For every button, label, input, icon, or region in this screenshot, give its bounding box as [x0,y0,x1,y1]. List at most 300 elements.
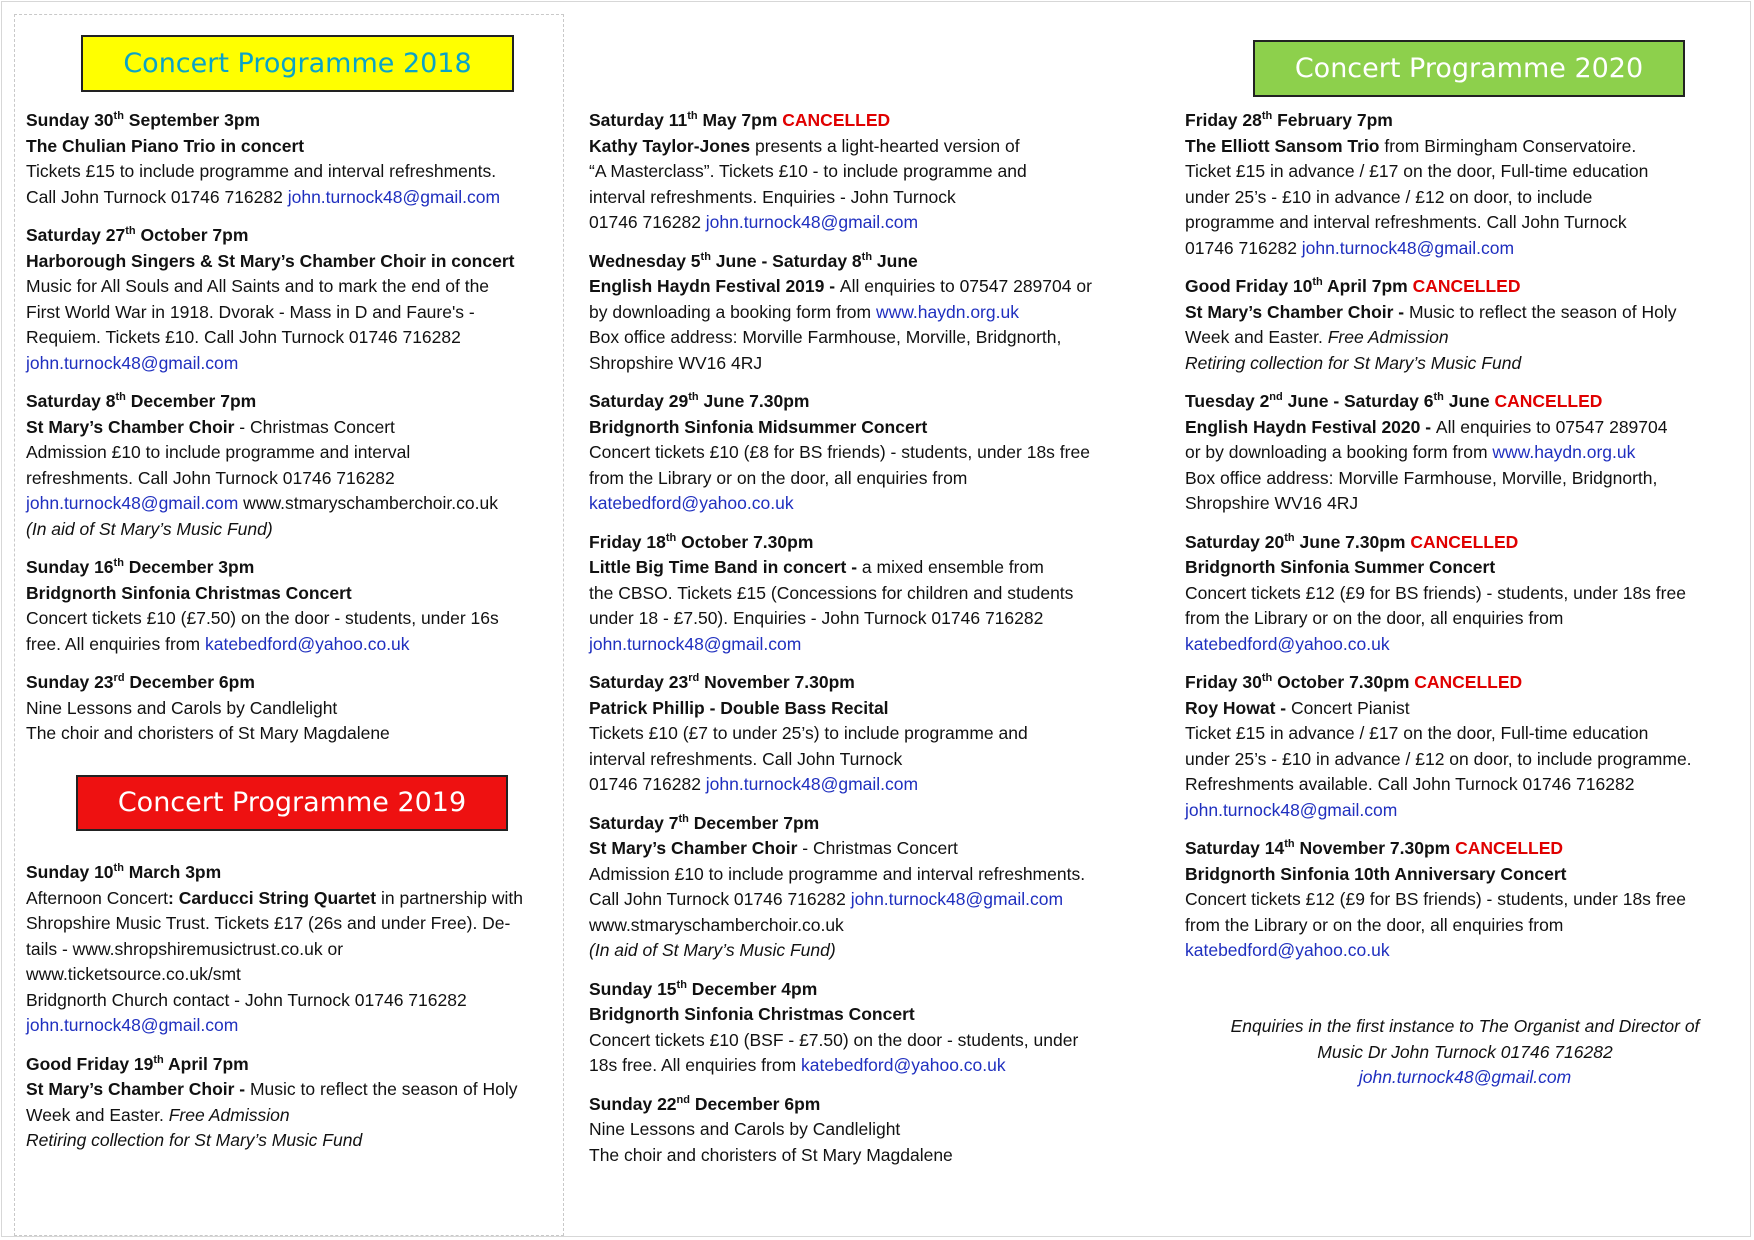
text-segment: Bridgnorth Sinfonia 10th Anniversary Concert [1185,863,1567,884]
cancelled-label: CANCELLED [1455,838,1564,858]
column-2019-left [26,860,566,1167]
event-text-line [1185,721,1745,747]
event-text-line [26,988,566,1014]
event-entry [26,555,566,657]
event-entry [1185,836,1745,964]
event-text-line [1185,862,1745,888]
event-text-line [26,185,566,211]
event-text-line [1185,185,1745,211]
event-entry [26,860,566,1039]
email-link[interactable]: www.haydn.org.uk [875,301,1019,322]
email-link[interactable]: john.turnock48@gmail.com [850,889,1064,909]
cancelled-label: CANCELLED [1494,391,1603,411]
event-text-line [1185,134,1745,160]
text-segment: Week and Easter. [26,1104,169,1125]
text-segment: The Elliott Sansom Trio [1185,135,1380,156]
event-text-line [1185,913,1745,939]
text-segment: Saturday 7 [589,812,679,833]
email-link[interactable]: john.turnock48@gmail.com [26,352,239,373]
event-date [1185,836,1745,862]
email-link[interactable]: john.turnock48@gmail.com [705,774,919,794]
event-text-line [1185,938,1745,964]
text-segment: September 3pm [123,110,261,130]
event-text-line [589,440,1149,466]
event-text-line [26,466,566,492]
event-text-line [589,210,1149,236]
event-text-line [1185,887,1745,913]
event-text-line [589,274,1149,300]
email-link[interactable]: katebedford@yahoo.co.uk [1185,633,1390,654]
text-segment: Sunday 10 [26,862,114,882]
text-segment: Nine Lessons and Carols by Candlelight [589,1119,901,1139]
text-segment: 01746 716282 [589,774,706,794]
text-segment: All enquiries to 07547 289704 or [839,276,1092,296]
text-segment: from the Library or on the door, all enquiries from [1185,914,1564,935]
email-link[interactable]: john.turnock48@gmail.com [26,1015,239,1035]
text-segment: June - Saturday 8 [710,250,862,271]
text-segment: December 4pm [686,978,818,999]
text-segment: - Christmas Concert [234,416,395,437]
event-text-line [589,581,1149,607]
text-segment: interval refreshments. Enquiries - John Turnock [589,186,956,207]
event-text-line [589,415,1149,441]
text-segment: nd [1269,391,1283,404]
event-text-line [26,274,566,300]
event-text-line [1185,159,1745,185]
event-text-line [1185,632,1745,658]
event-date [26,223,566,249]
text-segment: June 7.30pm [1294,531,1411,552]
event-list-2020 [1185,108,1745,964]
text-segment: Retiring collection for St Mary’s Music Fund [1185,352,1522,373]
event-text-line [26,491,566,517]
event-text-line [26,581,566,607]
event-entry [589,249,1149,377]
event-text-line [589,351,1149,377]
text-segment: December 3pm [123,557,255,577]
event-text-line [589,1002,1149,1028]
event-date [26,1052,566,1078]
enquiry-note [1185,1014,1745,1091]
event-entry [589,389,1149,517]
text-segment: Concert Pianist [1290,697,1410,718]
event-text-line [26,159,566,185]
text-segment: th [861,250,873,263]
enquiry-line-1: Enquiries in the first instance to The Organist and Director of [1230,1016,1700,1036]
event-entry [589,1092,1149,1169]
text-segment: 18s free. All enquiries from [589,1055,802,1075]
text-segment: under 18 - £7.50). Enquiries - John Turnock 01746 716282 [589,608,1044,628]
event-text-line [1185,300,1745,326]
text-segment: Tickets £15 to include programme and interval refreshments. [26,161,497,181]
text-segment: June 7.30pm [698,391,810,411]
text-segment: Box office address: Morville Farmhouse, Morville, Bridgnorth, [1185,467,1658,488]
text-segment: Friday 18 [589,531,666,552]
text-segment: Box office address: Morville Farmhouse, Morville, Bridgnorth, [589,327,1062,347]
event-text-line [1185,747,1745,773]
event-text-line [589,1053,1149,1079]
text-segment: April 7pm [163,1053,249,1074]
event-text-line [589,862,1149,888]
text-segment: Saturday 29 [589,391,689,411]
event-entry [589,670,1149,798]
text-segment: English Haydn Festival 2019 - [589,276,840,296]
text-segment: Saturday 23 [589,672,689,692]
email-link[interactable]: katebedford@yahoo.co.uk [204,633,410,654]
event-date [589,811,1149,837]
event-text-line [1185,772,1745,798]
text-segment: February 7pm [1272,110,1393,130]
event-entry [1185,389,1745,517]
text-segment: th [665,531,677,544]
text-segment: Saturday 20 [1185,531,1285,552]
event-text-line [589,466,1149,492]
text-segment: The choir and choristers of St Mary Magdalene [26,723,390,743]
text-segment: Friday 30 [1185,672,1262,692]
event-date [589,670,1149,696]
event-text-line [589,1028,1149,1054]
event-text-line [589,555,1149,581]
event-entry [1185,108,1745,261]
text-segment: Kathy Taylor-Jones [589,135,751,156]
email-link[interactable]: john.turnock48@gmail.com [1301,237,1515,258]
text-segment: Concert tickets £10 (£7.50) on the door - students, under 16s [26,608,499,628]
event-text-line [26,517,566,543]
event-text-line [1185,466,1745,492]
text-segment: Requiem. Tickets £10. Call John Turnock 01746 716282 [26,327,461,347]
event-date [26,555,566,581]
heading-2018: Concert Programme 2018 [81,35,514,92]
text-segment: Call John Turnock 01746 716282 [589,889,851,909]
event-text-line [26,962,566,988]
text-segment: tails - www.shropshiremusictrust.co.uk or [26,938,344,959]
event-list-2019-right [589,108,1149,1168]
event-text-line [26,696,566,722]
event-entry [589,811,1149,964]
event-text-line [589,159,1149,185]
text-segment: Shropshire Music Trust. Tickets £17 (26s and under Free). De- [26,913,511,933]
event-text-line [589,772,1149,798]
event-date [1185,670,1745,696]
email-link[interactable]: john.turnock48@gmail.com [589,633,802,654]
email-link[interactable]: john.turnock48@gmail.com [26,493,239,513]
event-date [26,389,566,415]
event-date [1185,274,1745,300]
text-segment: from the Library or on the door, all enquiries from [1185,608,1564,628]
event-date [1185,108,1745,134]
text-segment: Nine Lessons and Carols by Candlelight [26,697,338,718]
event-text-line [1185,696,1745,722]
event-date [589,108,1149,134]
event-date [589,389,1149,415]
text-segment: April 7pm [1322,276,1413,296]
text-segment: th [687,110,698,123]
text-segment: from Birmingham Conservatoire. [1379,135,1637,156]
text-segment: December 7pm [688,812,820,833]
text-segment: Good Friday 10 [1185,276,1313,296]
column-2018 [26,108,566,760]
text-segment: “A Masterclass”. Tickets £10 - to include programme and [589,161,1027,181]
text-segment: The choir and choristers of St Mary Magdalene [589,1144,953,1165]
event-date [26,670,566,696]
text-segment: th [700,250,711,263]
text-segment: 01746 716282 [589,212,706,232]
text-segment: th [1261,672,1273,685]
event-text-line [589,747,1149,773]
text-segment: www.stmaryschamberchoir.co.uk [589,914,844,935]
text-segment: the CBSO. Tickets £15 (Concessions for children and students [589,582,1074,603]
email-link[interactable]: www.haydn.org.uk [1492,442,1636,462]
text-segment: All enquiries to 07547 289704 [1435,416,1668,437]
text-segment: English Haydn Festival 2020 - [1185,416,1436,437]
event-list-2018 [26,108,566,747]
cancelled-label: CANCELLED [1410,531,1519,552]
text-segment: Music to reflect the season of Holy [249,1079,518,1099]
event-entry [26,223,566,376]
text-segment: Good Friday 19 [26,1053,154,1074]
event-text-line [589,696,1149,722]
event-text-line [26,134,566,160]
email-link[interactable]: john.turnock48@gmail.com [1185,799,1398,820]
text-segment: - Christmas Concert [797,838,958,858]
column-2020 [1185,108,1745,977]
text-segment: June [872,250,918,271]
text-segment: Free Admission [168,1104,290,1125]
email-link[interactable]: katebedford@yahoo.co.uk [1185,940,1390,960]
text-segment: programme and interval refreshments. Call John Turnock [1185,212,1627,232]
event-text-line [1185,325,1745,351]
text-segment: Wednesday 5 [589,250,701,271]
text-segment: Harborough Singers & St Mary’s Chamber Choir in concert [26,250,515,271]
text-segment: June [1443,391,1495,411]
text-segment: th [676,978,687,991]
column-2019-right [589,108,1149,1181]
text-segment: Patrick Phillip - Double Bass Recital [589,697,889,718]
text-segment: under 25’s - £10 in advance / £12 on door, to include programme. [1185,748,1692,769]
text-segment: June - Saturday 6 [1282,391,1434,411]
event-text-line [589,632,1149,658]
event-text-line [26,632,566,658]
text-segment: Bridgnorth Sinfonia Midsummer Concert [589,416,928,437]
text-segment: The Chulian Piano Trio in concert [26,135,305,156]
text-segment: from the Library or on the door, all enquiries from [589,467,968,488]
text-segment: free. All enquiries from [26,633,205,654]
event-text-line [1185,236,1745,262]
heading-2020: Concert Programme 2020 [1253,40,1685,97]
text-segment: Music for All Souls and All Saints and to mark the end of the [26,276,490,296]
text-segment: th [113,110,124,123]
event-text-line [589,185,1149,211]
event-text-line [589,134,1149,160]
text-segment: Roy Howat - [1185,697,1291,718]
event-text-line [589,836,1149,862]
text-segment: November 7.30pm [1294,838,1456,858]
text-segment: th [113,862,124,875]
text-segment: refreshments. Call John Turnock 01746 716282 [26,467,395,488]
text-segment: th [115,391,126,404]
event-text-line [589,721,1149,747]
event-text-line [589,938,1149,964]
event-text-line [1185,555,1745,581]
text-segment: First World War in 1918. Dvorak - Mass in D and Faure's - [26,301,475,322]
text-segment: in partnership with [376,887,524,908]
text-segment: Saturday 11 [589,110,688,130]
text-segment: Bridgnorth Sinfonia Christmas Concert [26,582,352,603]
text-segment: Ticket £15 in advance / £17 on the door, Full-time education [1185,723,1649,743]
text-segment: Sunday 30 [26,110,114,130]
text-segment: th [125,225,136,238]
text-segment: Tickets £10 (£7 to under 25’s) to include programme and [589,723,1028,743]
text-segment: October 7.30pm [676,531,814,552]
enquiry-email-link[interactable]: john.turnock48@gmail.com [1358,1067,1572,1087]
text-segment: Free Admission [1327,327,1449,347]
event-text-line [1185,415,1745,441]
email-link[interactable]: katebedford@yahoo.co.uk [801,1055,1006,1075]
event-entry [1185,670,1745,823]
heading-2019: Concert Programme 2019 [76,775,508,831]
event-entry [26,670,566,747]
event-text-line [26,440,566,466]
event-date [1185,530,1745,556]
event-text-line [589,1143,1149,1169]
text-segment: Week and Easter. [1185,327,1328,347]
event-text-line [26,937,566,963]
text-segment: December 7pm [125,391,257,411]
event-text-line [26,300,566,326]
text-segment: Bridgnorth Church contact - John Turnock 01746 716282 [26,989,467,1010]
event-text-line [589,913,1149,939]
text-segment: Sunday 16 [26,557,114,577]
event-text-line [1185,581,1745,607]
event-text-line [589,606,1149,632]
text-segment: rd [688,672,700,685]
text-segment: www.stmaryschamberchoir.co.uk [238,493,498,513]
event-text-line [26,1128,566,1154]
event-text-line [589,325,1149,351]
event-text-line [589,300,1149,326]
cancelled-label: CANCELLED [1414,672,1523,692]
text-segment: Sunday 23 [26,672,114,692]
event-date [589,977,1149,1003]
text-segment: rd [113,672,125,685]
event-entry [589,530,1149,658]
text-segment: nd [676,1093,690,1106]
text-segment: November 7.30pm [699,672,855,692]
event-text-line [26,886,566,912]
text-segment: under 25’s - £10 in advance / £12 on door, to include [1185,186,1593,207]
text-segment: th [1433,391,1444,404]
event-text-line [26,1013,566,1039]
text-segment: th [153,1053,164,1066]
text-segment: Retiring collection for St Mary’s Music Fund [26,1130,363,1150]
text-segment: December 6pm [124,672,255,692]
text-segment: Music to reflect the season of Holy [1408,301,1677,322]
event-text-line [26,415,566,441]
event-text-line [589,887,1149,913]
text-segment: Bridgnorth Sinfonia Summer Concert [1185,557,1496,577]
event-entry [26,389,566,542]
event-text-line [1185,210,1745,236]
text-segment: May 7pm [697,110,783,130]
text-segment: Concert tickets £12 (£9 for BS friends) - students, under 18s free [1185,889,1686,909]
event-entry [589,108,1149,236]
text-segment: Call John Turnock 01746 716282 [26,186,288,207]
text-segment: th [1284,838,1295,851]
text-segment: : Carducci String Quartet [168,887,377,908]
email-link[interactable]: john.turnock48@gmail.com [287,186,501,207]
text-segment: March 3pm [123,862,222,882]
event-list-2019-left [26,860,566,1154]
event-text-line [26,249,566,275]
text-segment: Shropshire WV16 4RJ [1185,493,1359,513]
event-date [589,530,1149,556]
text-segment: Saturday 8 [26,391,116,411]
text-segment: October 7pm [135,225,249,245]
text-segment: th [1284,531,1295,544]
event-entry [26,108,566,210]
text-segment: th [688,391,699,404]
email-link[interactable]: katebedford@yahoo.co.uk [589,493,794,513]
text-segment: Admission £10 to include programme and interval [26,442,411,462]
event-date [1185,389,1745,415]
text-segment: Concert tickets £10 (£8 for BS friends) - students, under 18s free [589,442,1090,462]
text-segment: (In aid of St Mary’s Music Fund) [26,518,273,539]
event-text-line [26,1103,566,1129]
text-segment: interval refreshments. Call John Turnock [589,748,903,769]
text-segment: October 7.30pm [1272,672,1415,692]
event-date [26,860,566,886]
text-segment: by downloading a booking form from [589,301,876,322]
text-segment: Bridgnorth Sinfonia Christmas Concert [589,1004,915,1024]
enquiry-line-2: Music Dr John Turnock 01746 716282 [1317,1041,1613,1062]
text-segment: Afternoon Concert [26,887,169,908]
event-text-line [26,351,566,377]
text-segment: December 6pm [690,1093,821,1114]
text-segment: Concert tickets £10 (BSF - £7.50) on the door - students, under [589,1029,1079,1050]
text-segment: Concert tickets £12 (£9 for BS friends) - students, under 18s free [1185,582,1686,603]
text-segment: 01746 716282 [1185,237,1302,258]
event-text-line [1185,606,1745,632]
text-segment: Ticket £15 in advance / £17 on the door, Full-time education [1185,161,1649,181]
text-segment: th [1261,110,1273,123]
text-segment: or by downloading a booking form from [1185,442,1493,462]
event-date [26,108,566,134]
event-date [589,1092,1149,1118]
text-segment: Little Big Time Band in concert - [589,557,862,577]
text-segment: Sunday 15 [589,978,677,999]
email-link[interactable]: john.turnock48@gmail.com [705,212,919,232]
event-entry [1185,530,1745,658]
text-segment: th [1312,276,1323,289]
event-entry [26,1052,566,1154]
text-segment: www.ticketsource.co.uk/smt [26,964,241,984]
text-segment: (In aid of St Mary’s Music Fund) [589,940,836,960]
text-segment: Refreshments available. Call John Turnock 01746 716282 [1185,774,1635,794]
text-segment: St Mary’s Chamber Choir [26,416,235,437]
event-text-line [1185,351,1745,377]
text-segment: Admission £10 to include programme and interval refreshments. [589,863,1086,884]
text-segment: th [678,812,689,825]
event-text-line [26,606,566,632]
event-entry [589,977,1149,1079]
event-entry [1185,274,1745,376]
text-segment: Saturday 14 [1185,838,1285,858]
cancelled-label: CANCELLED [1412,276,1521,296]
event-text-line [26,911,566,937]
text-segment: a mixed ensemble from [861,557,1044,577]
text-segment: Shropshire WV16 4RJ [589,352,763,373]
text-segment: Sunday 22 [589,1093,677,1114]
